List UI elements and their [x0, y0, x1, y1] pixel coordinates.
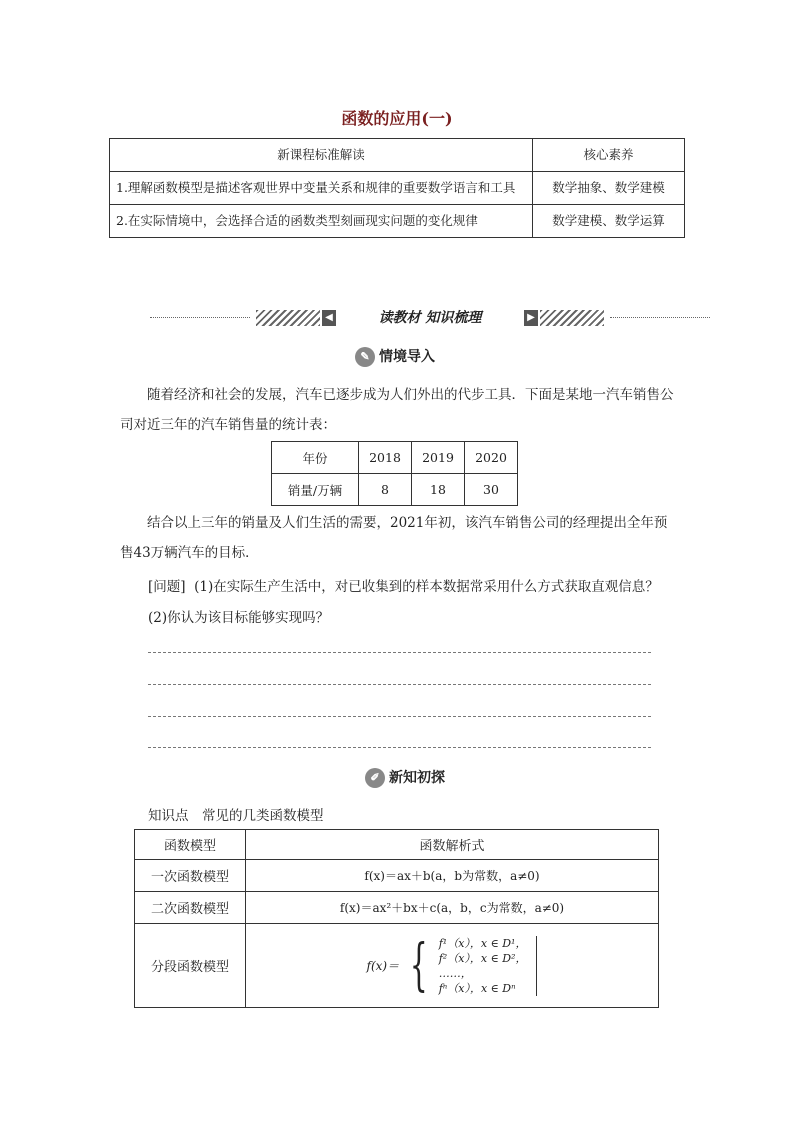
question-text: (1)在实际生产生活中，对已收集到的样本数据常采用什么方式获取直观信息？: [194, 579, 659, 595]
knowledge-point: 知识点 常见的几类函数模型: [148, 808, 324, 824]
question-2: (2)你认为该目标能够实现吗？: [148, 610, 330, 626]
table-cell: 2.在实际情境中，会选择合适的函数类型刻画现实问题的变化规律: [110, 205, 533, 238]
table-cell: 二次函数模型: [135, 892, 246, 924]
table-header: 核心素养: [533, 139, 685, 172]
table-header: 年份: [272, 442, 359, 474]
sales-table: [271, 441, 518, 506]
table-header: 函数模型: [135, 830, 246, 860]
table-cell: 30: [465, 474, 518, 506]
table-cell: 18: [412, 474, 465, 506]
case-line: ……，: [438, 966, 472, 980]
table-header: 函数解析式: [246, 830, 659, 860]
case-line: f²（x），x ∈ D²，: [438, 951, 527, 965]
heading-text: 新知初探: [389, 770, 445, 786]
banner-label: 读教材 知识梳理: [378, 310, 482, 326]
answer-line: [148, 716, 651, 717]
case-line: f¹（x），x ∈ D¹，: [438, 936, 527, 950]
book-icon: ✐: [365, 768, 385, 788]
table-cell: 数学抽象、数学建模: [533, 172, 685, 205]
case-line: fⁿ（x），x ∈ Dⁿ: [438, 981, 516, 995]
section-banner: [150, 306, 710, 330]
pen-icon: ✎: [355, 347, 375, 367]
table-cell: 一次函数模型: [135, 860, 246, 892]
piecewise-formula: [246, 924, 659, 1008]
paragraph-2: 结合以上三年的销量及人们生活的需要，2021年初，该汽车销售公司的经理提出全年预售43万辆汽车的目标．: [120, 515, 668, 561]
answer-line: [148, 747, 651, 748]
right-arrow-icon: ▶: [524, 310, 538, 326]
formula-cell: f(x)＝ax＋b(a，b为常数，a≠0): [246, 860, 659, 892]
table-header: 新课程标准解读: [110, 139, 533, 172]
page-title: 函数的应用(一): [341, 109, 453, 128]
left-arrow-icon: ◀: [322, 310, 336, 326]
table-cell: 分段函数模型: [135, 924, 246, 1008]
formula-lhs: f(x)＝: [366, 959, 400, 973]
formula-cell: f(x)＝ax²＋bx＋c(a，b，c为常数，a≠0): [246, 892, 659, 924]
question-tag: [问题]: [148, 579, 186, 595]
model-table: [134, 829, 659, 1008]
standards-table: [109, 138, 685, 238]
question-1: [148, 575, 688, 595]
intro-paragraph: 随着经济和社会的发展，汽车已逐步成为人们外出的代步工具．下面是某地一汽车销售公司对近三年的汽车销售量的统计表：: [120, 387, 674, 433]
table-header: 2019: [412, 442, 465, 474]
heading-text: 情境导入: [379, 349, 435, 365]
brace-icon: {: [409, 932, 428, 998]
table-cell: 数学建模、数学运算: [533, 205, 685, 238]
table-header: 2020: [465, 442, 518, 474]
table-cell: 1.理解函数模型是描述客观世界中变量关系和规律的重要数学语言和工具: [110, 172, 533, 205]
table-cell: 销量/万辆: [272, 474, 359, 506]
section-heading: [365, 767, 445, 788]
table-header: 2018: [359, 442, 412, 474]
table-cell: 8: [359, 474, 412, 506]
section-heading: [355, 346, 435, 367]
answer-line: [148, 684, 651, 685]
answer-line: [148, 652, 651, 653]
